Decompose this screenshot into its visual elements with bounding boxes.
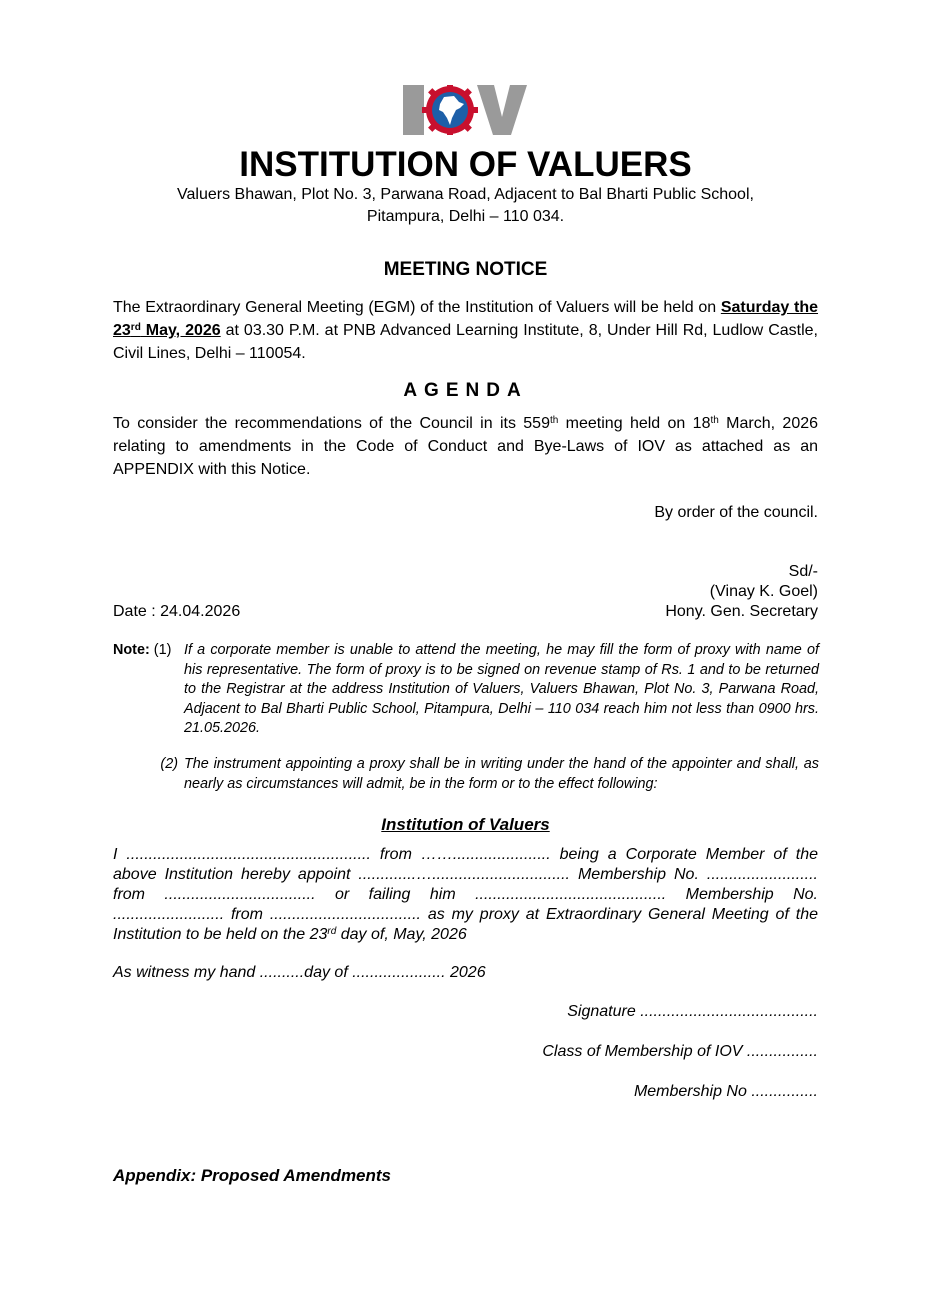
witness-line: As witness my hand ..........day of ..................... 2026 [113,964,486,981]
address-line-2: Pitampura, Delhi – 110 034. [366,208,565,225]
agenda-heading: AGENDA [403,380,528,401]
notice-date: Date : 24.04.2026 [113,603,241,620]
by-order: By order of the council. [654,504,818,521]
membership-no-line: Membership No ............... [633,1083,818,1100]
secretary-name: (Vinay K. Goel) [709,583,818,600]
signature-line: Signature ........................................ [567,1003,818,1020]
address-line-1: Valuers Bhawan, Plot No. 3, Parwana Road, Adjacent to Bal Bharti Public School, [177,186,754,203]
secretary-designation: Hony. Gen. Secretary [665,603,818,620]
signed: Sd/- [788,563,818,580]
note-1: Note: (1) If a corporate member is unable to attend the meeting, he may fill the form of proxy with name of his representative. The form of proxy is to be signed on revenue stamp of Rs. 1 and to be returned to the Registrar at the address Institution of Valuers, Valuers Bhawan, Plot No. 3, Parwana Road, Adjacent to Bal Bharti Public School, Pitampura, Delhi – 110 034 reach him not less than 0900 hrs. 21.05.2026. [113,642,819,736]
iov-logo [403,85,527,135]
appendix-heading: Appendix: Proposed Amendments [113,1166,392,1185]
note-2: (2) The instrument appointing a proxy shall be in writing under the hand of the appointer and shall, as nearly as circumstances will admit, be in the form or to the effect following: [160,756,819,792]
proxy-form-text: I ....................................................... from ……...................... being a Corporate Member of the above Institution hereby appoint .............…............................... Membership No. ......................... from .................................. or failing him ........................................... Membership No. ......................... from .................................. as my proxy at Extraordinary General Meeting of the Institution to be held on the 23rd day of, May, 2026 [113,846,818,943]
proxy-form-title: Institution of Valuers [381,815,550,834]
meeting-notice-text: The Extraordinary General Meeting (EGM) of the Institution of Valuers will be held on Saturday the 23rd May, 2026 at 03.30 P.M. at PNB Advanced Learning Institute, 8, Under Hill Rd, Ludlow Castle, Civil Lines, Delhi – 110054. [113,299,819,362]
agenda-text: To consider the recommendations of the Council in its 559th meeting held on 18th March, 2026 relating to amendments in the Code of Conduct and Bye-Laws of IOV as attached as an APPENDIX with this Notice. [113,415,819,478]
membership-class-line: Class of Membership of IOV ................ [542,1043,818,1060]
institution-title: INSTITUTION OF VALUERS [239,145,692,184]
meeting-date: Saturday the 23rd May, 2026 [113,299,819,339]
note-label: Note: [113,642,150,658]
meeting-notice-heading: MEETING NOTICE [383,259,548,280]
